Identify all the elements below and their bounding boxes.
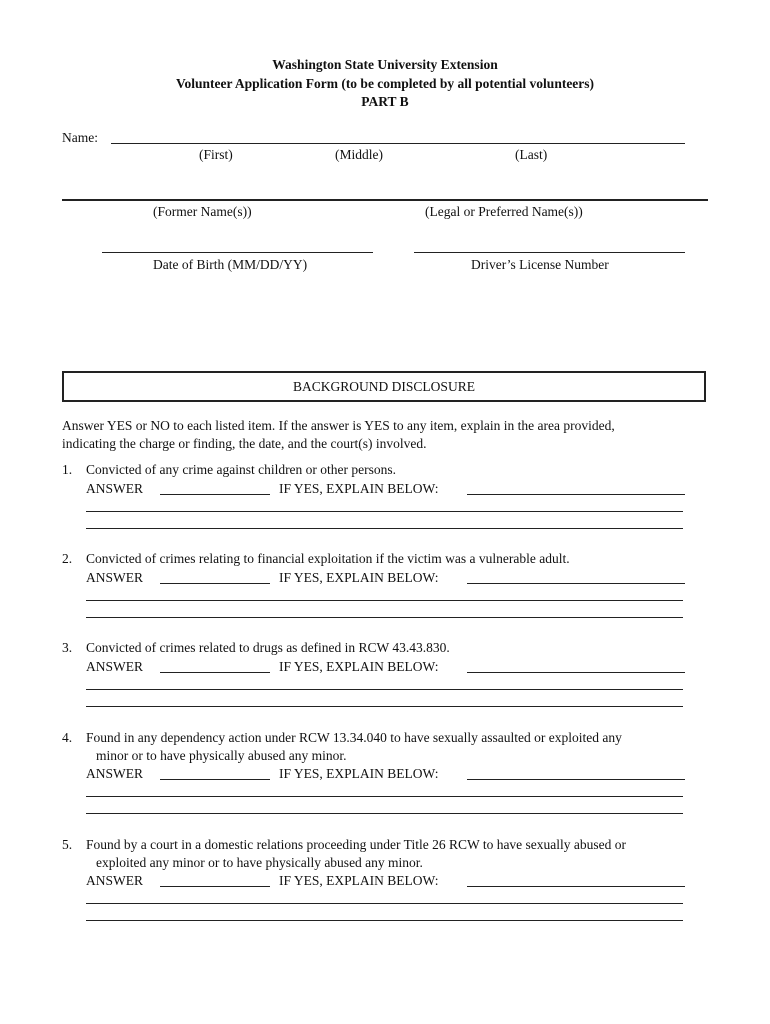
middle-name-caption: (Middle) <box>335 147 383 162</box>
answer-field[interactable] <box>160 672 270 673</box>
form-header-line3: PART B <box>361 94 409 109</box>
form-header-line2: Volunteer Application Form (to be completed by all potential volunteers) <box>175 76 595 91</box>
explain-field[interactable] <box>467 583 685 584</box>
former-name-caption: (Former Name(s)) <box>153 204 252 219</box>
item-question: Convicted of crimes relating to financial exploitation if the victim was a vulnerable adult. <box>86 551 570 566</box>
explain-field[interactable] <box>467 494 685 495</box>
answer-label: ANSWER <box>86 570 143 585</box>
license-caption: Driver’s License Number <box>471 257 609 272</box>
answer-field[interactable] <box>160 494 270 495</box>
answer-label: ANSWER <box>86 659 143 674</box>
answer-label: ANSWER <box>86 481 143 496</box>
former-legal-name-field[interactable] <box>62 199 708 201</box>
explain-field[interactable] <box>467 672 685 673</box>
answer-field[interactable] <box>160 779 270 780</box>
explain-line[interactable] <box>86 617 683 618</box>
explain-label: IF YES, EXPLAIN BELOW: <box>279 659 439 674</box>
explain-line[interactable] <box>86 528 683 529</box>
explain-line[interactable] <box>86 600 683 601</box>
explain-label: IF YES, EXPLAIN BELOW: <box>279 766 439 781</box>
dob-field[interactable] <box>102 252 373 253</box>
item-number: 5. <box>62 837 73 852</box>
form-header-line1: Washington State University Extension <box>272 57 498 72</box>
item-number: 2. <box>62 551 73 566</box>
last-name-caption: (Last) <box>515 147 548 162</box>
explain-line[interactable] <box>86 920 683 921</box>
disclosure-intro-line2: indicating the charge or finding, the date, and the court(s) involved. <box>62 436 427 451</box>
explain-field[interactable] <box>467 779 685 780</box>
item-question: Found by a court in a domestic relations proceeding under Title 26 RCW to have sexually abused or <box>86 837 627 852</box>
explain-label: IF YES, EXPLAIN BELOW: <box>279 570 439 585</box>
item-number: 4. <box>62 730 73 745</box>
explain-line[interactable] <box>86 511 683 512</box>
item-number: 1. <box>62 462 73 477</box>
explain-line[interactable] <box>86 903 683 904</box>
answer-label: ANSWER <box>86 873 143 888</box>
explain-label: IF YES, EXPLAIN BELOW: <box>279 873 439 888</box>
answer-field[interactable] <box>160 583 270 584</box>
explain-line[interactable] <box>86 796 683 797</box>
answer-label: ANSWER <box>86 766 143 781</box>
legal-name-caption: (Legal or Preferred Name(s)) <box>425 204 583 219</box>
explain-line[interactable] <box>86 813 683 814</box>
name-field[interactable] <box>111 143 685 144</box>
explain-line[interactable] <box>86 689 683 690</box>
dob-caption: Date of Birth (MM/DD/YY) <box>153 257 308 272</box>
explain-line[interactable] <box>86 706 683 707</box>
first-name-caption: (First) <box>199 147 233 162</box>
item-number: 3. <box>62 640 73 655</box>
item-question: Convicted of crimes related to drugs as defined in RCW 43.43.830. <box>86 640 450 655</box>
name-label: Name: <box>62 130 98 145</box>
item-question: Convicted of any crime against children or other persons. <box>86 462 397 477</box>
background-disclosure-heading: BACKGROUND DISCLOSURE <box>62 371 706 402</box>
item-question-continued: minor or to have physically abused any minor. <box>96 748 347 763</box>
disclosure-intro-line1: Answer YES or NO to each listed item. If the answer is YES to any item, explain in the area provided, <box>62 418 615 433</box>
license-field[interactable] <box>414 252 685 253</box>
explain-label: IF YES, EXPLAIN BELOW: <box>279 481 439 496</box>
explain-field[interactable] <box>467 886 685 887</box>
item-question: Found in any dependency action under RCW 13.34.040 to have sexually assaulted or exploited any <box>86 730 622 745</box>
answer-field[interactable] <box>160 886 270 887</box>
item-question-continued: exploited any minor or to have physically abused any minor. <box>96 855 423 870</box>
